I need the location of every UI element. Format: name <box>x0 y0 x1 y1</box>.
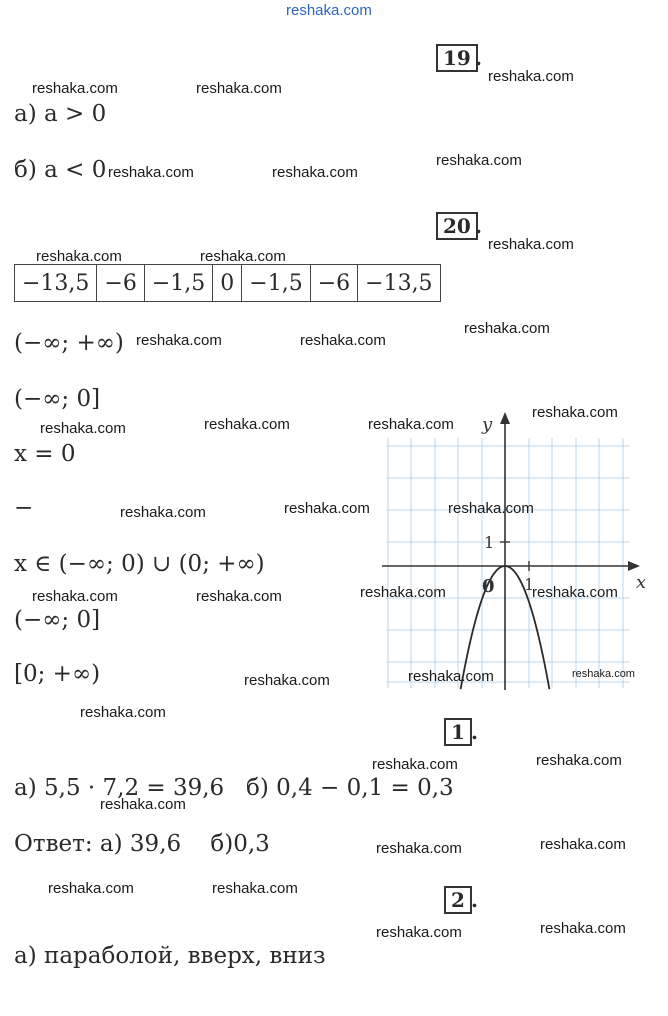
watermark-label: reshaka.com <box>200 248 286 265</box>
table-cell: −13,5 <box>358 265 440 302</box>
watermark-label: reshaka.com <box>532 584 618 601</box>
table-cell: 0 <box>213 265 242 302</box>
watermark-label: reshaka.com <box>48 880 134 897</box>
increasing-interval-answer: (−∞; 0] <box>14 607 101 633</box>
watermark-label: reshaka.com <box>244 672 330 689</box>
watermark-label: reshaka.com <box>204 416 290 433</box>
task1-answer-b: б) 0,4 − 0,1 = 0,3 <box>246 775 454 801</box>
watermark-label: reshaka.com <box>32 588 118 605</box>
watermark-label: reshaka.com <box>212 880 298 897</box>
watermark-label: reshaka.com <box>284 500 370 517</box>
task-number-1: 1 <box>444 718 472 746</box>
watermark-label: reshaka.com <box>372 756 458 773</box>
watermark-label: reshaka.com <box>436 152 522 169</box>
zero-answer: x = 0 <box>14 441 76 467</box>
function-values-table <box>14 264 441 302</box>
watermark-label: reshaka.com <box>532 404 618 421</box>
x-axis-arrow <box>628 561 640 571</box>
task1-answer-a: а) 5,5 · 7,2 = 39,6 <box>14 775 225 801</box>
task2-answer-a: а) параболой, вверх, вниз <box>14 943 326 969</box>
decreasing-interval-answer: [0; +∞) <box>14 661 101 687</box>
tick-label-y-one: 1 <box>484 533 495 552</box>
watermark-label: reshaka.com <box>408 668 494 685</box>
task-number-20: 20 <box>436 212 478 240</box>
y-axis-arrow <box>500 412 510 424</box>
watermark-label: reshaka.com <box>376 924 462 941</box>
watermark-label: reshaka.com <box>300 332 386 349</box>
table-cell: −1,5 <box>242 265 310 302</box>
negative-interval-answer: x ∈ (−∞; 0) ∪ (0; +∞) <box>14 551 265 577</box>
task1-final-answer: Ответ: а) 39,6 б)0,3 <box>14 831 270 857</box>
watermark-label: reshaka.com <box>120 504 206 521</box>
task-number-19: 19 <box>436 44 478 72</box>
watermark-label: reshaka.com <box>80 704 166 721</box>
watermark-label: reshaka.com <box>368 416 454 433</box>
watermark-label: reshaka.com <box>536 752 622 769</box>
watermark-label: reshaka.com <box>360 584 446 601</box>
watermark-label: reshaka.com <box>572 668 635 680</box>
watermark-label: reshaka.com <box>376 840 462 857</box>
watermark-label: reshaka.com <box>196 588 282 605</box>
task-number-dot: . <box>475 46 482 70</box>
watermark-label: reshaka.com <box>448 500 534 517</box>
x-axis-label: x <box>636 572 647 593</box>
watermark-label: reshaka.com <box>540 836 626 853</box>
watermark-label: reshaka.com <box>108 164 194 181</box>
task-number-dot: . <box>471 888 478 912</box>
watermark-label: reshaka.com <box>40 420 126 437</box>
watermark-label: reshaka.com <box>464 320 550 337</box>
parabola-graph <box>378 408 654 692</box>
watermark-label: reshaka.com <box>136 332 222 349</box>
task19-answer-a: а) a > 0 <box>14 101 107 127</box>
tick-label-x-one: 1 <box>524 575 535 594</box>
watermark-label: reshaka.com <box>272 164 358 181</box>
table-cell: −13,5 <box>15 265 97 302</box>
dash-answer: − <box>14 495 34 521</box>
task-number-dot: . <box>471 720 478 744</box>
top-watermark[interactable]: reshaka.com <box>286 2 372 19</box>
origin-label: 0 <box>482 576 495 597</box>
watermark-label: reshaka.com <box>100 796 186 813</box>
domain-answer: (−∞; +∞) <box>14 330 124 356</box>
grid <box>386 438 630 688</box>
watermark-label: reshaka.com <box>36 248 122 265</box>
table-cell: −6 <box>97 265 144 302</box>
watermark-label: reshaka.com <box>540 920 626 937</box>
watermark-label: reshaka.com <box>196 80 282 97</box>
task19-answer-b: б) a < 0 <box>14 157 107 183</box>
task-number-2: 2 <box>444 886 472 914</box>
range-answer: (−∞; 0] <box>14 386 101 412</box>
y-axis-label: y <box>482 414 493 435</box>
table-cell: −6 <box>310 265 357 302</box>
table-cell: −1,5 <box>144 265 212 302</box>
watermark-label: reshaka.com <box>488 236 574 253</box>
watermark-label: reshaka.com <box>32 80 118 97</box>
task-number-dot: . <box>475 214 482 238</box>
watermark-label: reshaka.com <box>488 68 574 85</box>
